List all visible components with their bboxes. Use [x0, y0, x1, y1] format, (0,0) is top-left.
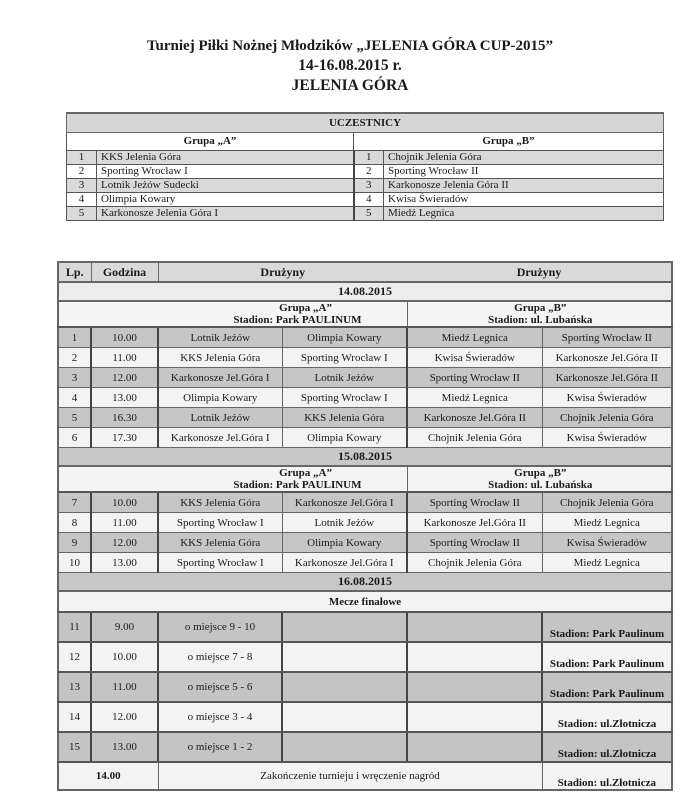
group-a-label: Grupa „A”	[279, 467, 332, 479]
team-slot-1	[282, 642, 407, 672]
team-number: 5	[67, 207, 97, 221]
match-time: 12.00	[91, 368, 158, 388]
match-number: 12	[58, 642, 91, 672]
match-row	[58, 327, 672, 348]
group-a-away-team: Sporting Wrocław I	[282, 348, 407, 368]
participant-row	[67, 193, 664, 207]
match-time: 10.00	[91, 492, 158, 513]
team-number: 3	[67, 179, 97, 193]
match-number: 3	[58, 368, 91, 388]
placement-label: o miejsce 5 - 6	[158, 672, 282, 702]
lp-header: Lp.	[58, 262, 91, 282]
match-time: 12.00	[91, 702, 158, 732]
match-time: 10.00	[91, 642, 158, 672]
date-row	[58, 573, 672, 592]
team-slot-1	[282, 702, 407, 732]
placement-label: o miejsce 7 - 8	[158, 642, 282, 672]
group-a-away-team: Lotnik Jeżów	[282, 513, 407, 533]
stadium-a-label: Stadion: Park PAULINUM	[233, 479, 362, 491]
match-time: 9.00	[91, 612, 158, 642]
group-b-home-team: Karkonosze Jel.Góra II	[407, 408, 542, 428]
group-b-away-team: Karkonosze Jel.Góra II	[542, 368, 672, 388]
group-b-away-team: Kwisa Świeradów	[542, 388, 672, 408]
tournament-city: JELENIA GÓRA	[291, 77, 409, 94]
team-slot-2	[407, 702, 542, 732]
match-number: 11	[58, 612, 91, 642]
participants-table	[66, 112, 664, 221]
group-a-home-team: KKS Jelenia Góra	[158, 348, 282, 368]
team-name: Miedź Legnica	[384, 207, 664, 221]
match-number: 4	[58, 388, 91, 408]
group-a-home-team: Karkonosze Jel.Góra I	[158, 368, 282, 388]
final-match-row	[58, 612, 672, 642]
team-number: 5	[354, 207, 384, 221]
team-name: Lotnik Jeżów Sudecki	[97, 179, 354, 193]
final-match-row	[58, 702, 672, 732]
team-name: Olimpia Kowary	[97, 193, 354, 207]
team-name: Karkonosze Jelenia Góra II	[384, 179, 664, 193]
team-slot-2	[407, 732, 542, 762]
final-match-row	[58, 672, 672, 702]
match-time: 11.00	[91, 513, 158, 533]
group-a-home-team: KKS Jelenia Góra	[158, 492, 282, 513]
finals-header-row	[58, 591, 672, 612]
teams-b-header: Drużyny	[407, 262, 672, 282]
placement-label: o miejsce 9 - 10	[158, 612, 282, 642]
date-label: 14.08.2015	[58, 282, 672, 301]
stadium-label: Stadion: ul.Złotnicza	[542, 702, 672, 732]
match-time: 10.00	[91, 327, 158, 348]
closing-time: 14.00	[58, 762, 158, 790]
group-b-away-team: Kwisa Świeradów	[542, 428, 672, 448]
group-a-away-team: Sporting Wrocław I	[282, 388, 407, 408]
participant-row	[67, 165, 664, 179]
participants-title: UCZESTNICY	[67, 113, 664, 133]
match-number: 8	[58, 513, 91, 533]
group-a-away-team: Lotnik Jeżów	[282, 368, 407, 388]
stadium-a-label: Stadion: Park PAULINUM	[233, 314, 362, 326]
stadium-b-label: Stadion: ul. Lubańska	[488, 314, 593, 326]
group-b-label: Grupa „B”	[354, 133, 664, 151]
participant-row	[67, 207, 664, 221]
closing-row	[58, 762, 672, 790]
closing-stadium: Stadion: ul.Złotnicza	[542, 762, 672, 790]
team-number: 1	[67, 151, 97, 165]
group-a-away-team: Olimpia Kowary	[282, 428, 407, 448]
group-b-away-team: Karkonosze Jel.Góra II	[542, 348, 672, 368]
match-time: 17.30	[91, 428, 158, 448]
match-number: 14	[58, 702, 91, 732]
team-number: 2	[354, 165, 384, 179]
stadium-label: Stadion: Park Paulinum	[542, 612, 672, 642]
match-number: 13	[58, 672, 91, 702]
stadium-b-label: Stadion: ul. Lubańska	[488, 479, 593, 491]
date-row	[58, 282, 672, 301]
team-number: 4	[354, 193, 384, 207]
document-header	[0, 36, 700, 96]
group-a-stadium	[58, 466, 407, 492]
time-header: Godzina	[91, 262, 158, 282]
group-header-row	[58, 466, 672, 492]
group-b-home-team: Kwisa Świeradów	[407, 348, 542, 368]
final-match-row	[58, 732, 672, 762]
stadium-label: Stadion: Park Paulinum	[542, 672, 672, 702]
match-row	[58, 428, 672, 448]
group-a-away-team: Olimpia Kowary	[282, 327, 407, 348]
group-b-away-team: Kwisa Świeradów	[542, 533, 672, 553]
group-b-away-team: Sporting Wrocław II	[542, 327, 672, 348]
team-name: Kwisa Świeradów	[384, 193, 664, 207]
group-b-home-team: Karkonosze Jel.Góra II	[407, 513, 542, 533]
teams-a-header: Drużyny	[158, 262, 407, 282]
date-label: 16.08.2015	[58, 573, 672, 592]
group-b-home-team: Miedź Legnica	[407, 327, 542, 348]
team-slot-1	[282, 612, 407, 642]
stadium-label: Stadion: Park Paulinum	[542, 642, 672, 672]
group-a-stadium	[58, 301, 407, 327]
participant-row	[67, 179, 664, 193]
match-row	[58, 368, 672, 388]
match-number: 10	[58, 553, 91, 573]
team-name: Chojnik Jelenia Góra	[384, 151, 664, 165]
schedule-header-row	[58, 262, 672, 282]
match-row	[58, 553, 672, 573]
match-time: 13.00	[91, 388, 158, 408]
group-a-home-team: Sporting Wrocław I	[158, 553, 282, 573]
match-row	[58, 408, 672, 428]
match-row	[58, 533, 672, 553]
match-time: 13.00	[91, 553, 158, 573]
match-row	[58, 348, 672, 368]
group-a-home-team: Olimpia Kowary	[158, 388, 282, 408]
final-match-row	[58, 642, 672, 672]
group-a-home-team: Sporting Wrocław I	[158, 513, 282, 533]
participant-row	[67, 151, 664, 165]
group-a-away-team: Olimpia Kowary	[282, 533, 407, 553]
group-b-home-team: Miedź Legnica	[407, 388, 542, 408]
match-number: 5	[58, 408, 91, 428]
match-number: 9	[58, 533, 91, 553]
group-b-away-team: Miedź Legnica	[542, 513, 672, 533]
group-b-home-team: Sporting Wrocław II	[407, 368, 542, 388]
team-number: 1	[354, 151, 384, 165]
team-number: 3	[354, 179, 384, 193]
tournament-dates: 14-16.08.2015 r.	[298, 57, 402, 74]
team-name: Sporting Wrocław II	[384, 165, 664, 179]
group-a-home-team: KKS Jelenia Góra	[158, 533, 282, 553]
group-b-away-team: Chojnik Jelenia Góra	[542, 492, 672, 513]
group-a-label: Grupa „A”	[67, 133, 354, 151]
group-b-label: Grupa „B”	[514, 467, 567, 479]
stadium-label: Stadion: ul.Złotnicza	[542, 732, 672, 762]
match-row	[58, 513, 672, 533]
group-b-home-team: Sporting Wrocław II	[407, 533, 542, 553]
team-name: Karkonosze Jelenia Góra I	[97, 207, 354, 221]
team-name: Sporting Wrocław I	[97, 165, 354, 179]
match-number: 7	[58, 492, 91, 513]
tournament-title: Turniej Piłki Nożnej Młodzików „JELENIA GÓRA CUP-2015”	[146, 38, 554, 54]
team-number: 4	[67, 193, 97, 207]
team-slot-1	[282, 732, 407, 762]
team-name: KKS Jelenia Góra	[97, 151, 354, 165]
group-b-home-team: Chojnik Jelenia Góra	[407, 428, 542, 448]
team-slot-2	[407, 642, 542, 672]
group-b-home-team: Sporting Wrocław II	[407, 492, 542, 513]
team-slot-2	[407, 612, 542, 642]
group-b-home-team: Chojnik Jelenia Góra	[407, 553, 542, 573]
group-b-stadium	[407, 301, 672, 327]
date-row	[58, 448, 672, 467]
match-time: 12.00	[91, 533, 158, 553]
group-a-label: Grupa „A”	[279, 302, 332, 314]
match-number: 15	[58, 732, 91, 762]
team-slot-2	[407, 672, 542, 702]
group-header-row	[58, 301, 672, 327]
group-a-home-team: Karkonosze Jel.Góra I	[158, 428, 282, 448]
match-number: 6	[58, 428, 91, 448]
group-a-home-team: Lotnik Jeżów	[158, 408, 282, 428]
group-a-away-team: Karkonosze Jel.Góra I	[282, 492, 407, 513]
match-time: 11.00	[91, 672, 158, 702]
match-number: 1	[58, 327, 91, 348]
placement-label: o miejsce 3 - 4	[158, 702, 282, 732]
team-number: 2	[67, 165, 97, 179]
match-row	[58, 492, 672, 513]
match-time: 13.00	[91, 732, 158, 762]
schedule-table	[57, 261, 673, 791]
closing-label: Zakończenie turnieju i wręczenie nagród	[158, 762, 542, 790]
group-a-away-team: KKS Jelenia Góra	[282, 408, 407, 428]
finals-label: Mecze finałowe	[58, 591, 672, 612]
date-label: 15.08.2015	[58, 448, 672, 467]
placement-label: o miejsce 1 - 2	[158, 732, 282, 762]
group-b-away-team: Chojnik Jelenia Góra	[542, 408, 672, 428]
team-slot-1	[282, 672, 407, 702]
group-b-away-team: Miedź Legnica	[542, 553, 672, 573]
group-a-home-team: Lotnik Jeżów	[158, 327, 282, 348]
group-b-label: Grupa „B”	[514, 302, 567, 314]
match-time: 16.30	[91, 408, 158, 428]
group-a-away-team: Karkonosze Jel.Góra I	[282, 553, 407, 573]
group-b-stadium	[407, 466, 672, 492]
match-number: 2	[58, 348, 91, 368]
match-time: 11.00	[91, 348, 158, 368]
match-row	[58, 388, 672, 408]
